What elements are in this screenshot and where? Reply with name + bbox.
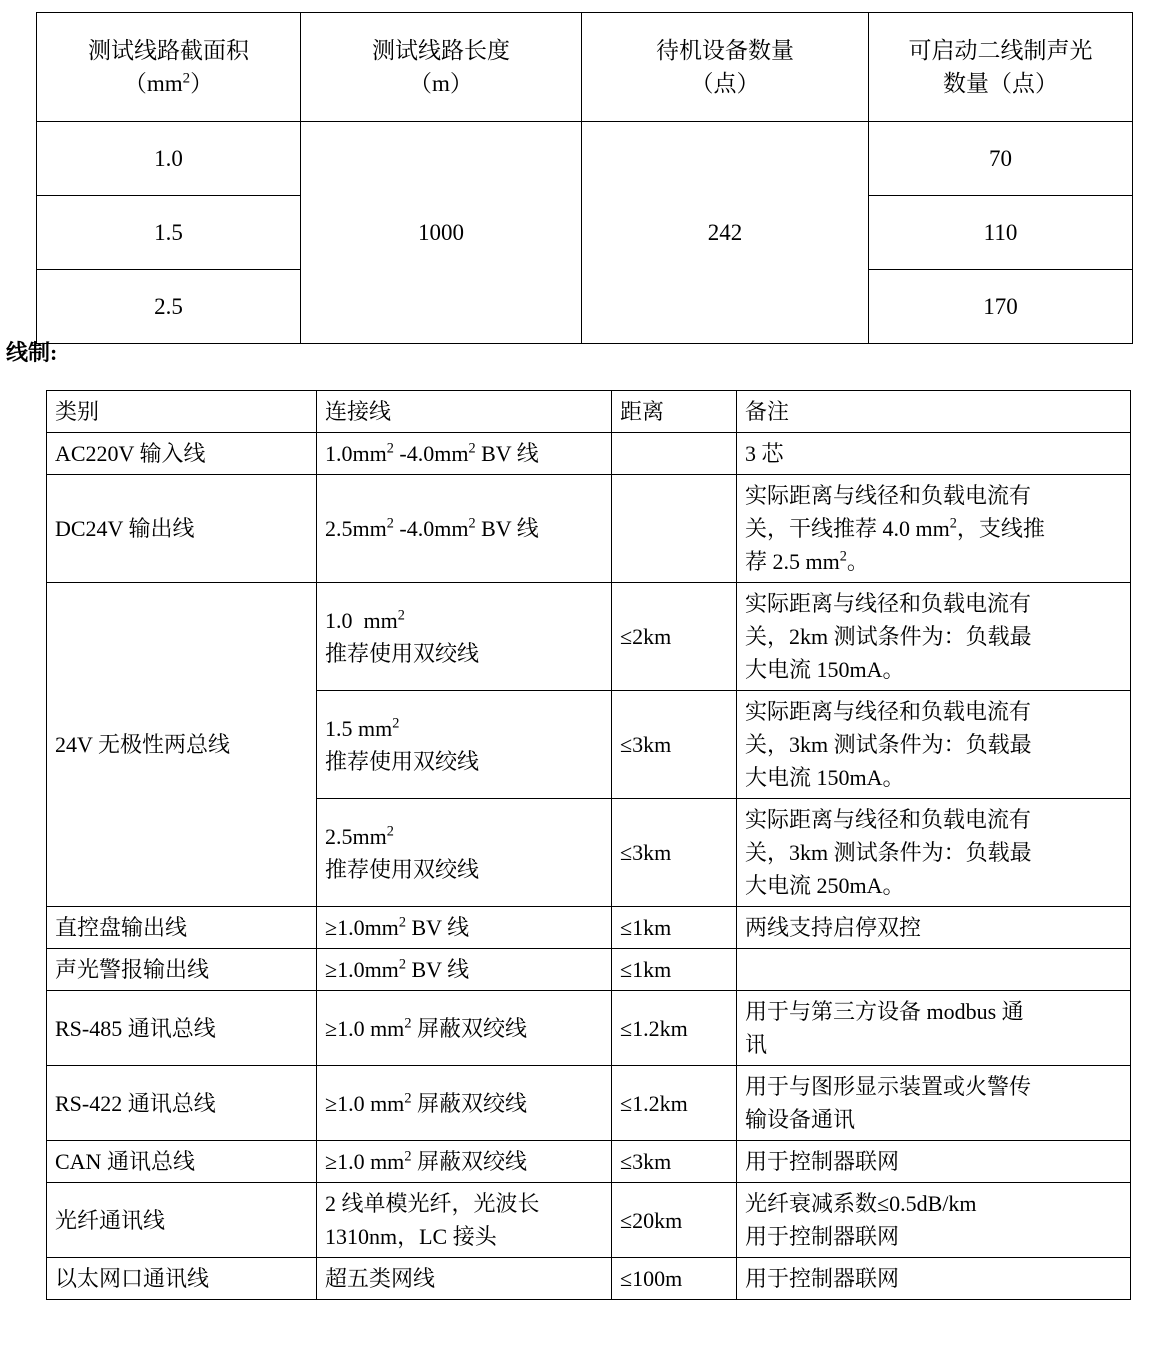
note-line: 用于与图形显示装置或火警传 <box>745 1074 1032 1099</box>
cell-category: DC24V 输出线 <box>47 475 317 583</box>
wire-line: 推荐使用双绞线 <box>325 856 480 882</box>
note-line: 大电流 150mA。 <box>745 657 905 682</box>
cell-note <box>737 1066 1131 1141</box>
cell-note: 3 芯 <box>737 433 1131 475</box>
note-line: 实际距离与线径和负载电流有 <box>745 591 1032 616</box>
column-header-length <box>301 13 582 122</box>
cell-length: 1000 <box>301 122 582 344</box>
table-row <box>47 1066 1131 1141</box>
column-header-note: 备注 <box>737 391 1131 433</box>
note-line: 荐 2.5 $mm^2$。 <box>745 548 869 574</box>
wire-line: 1.0 $mm^2$ <box>325 607 405 633</box>
note-line: 实际距离与线径和负载电流有 <box>745 699 1032 724</box>
cell-category: 24V 无极性两总线 <box>47 583 317 907</box>
note-line: 实际距离与线径和负载电流有 <box>745 483 1032 508</box>
wire-text: $\ge 1.0mm^2$ BV 线 <box>325 914 470 940</box>
header-line-2: $(mm^2)$ <box>123 70 214 96</box>
cell-category: 声光警报输出线 <box>47 949 317 991</box>
table-row <box>47 583 1131 691</box>
note-line: 光纤衰减系数≤0.5dB/km <box>745 1191 977 1216</box>
wire-text: ≥1.0 $mm^2$ 屏蔽双绞线 <box>325 1015 527 1041</box>
cell-wire <box>317 949 612 991</box>
cell-distance: ≤1.2km <box>612 991 737 1066</box>
header-line-2: （点） <box>690 71 760 96</box>
cell-wire: 超五类网线 <box>317 1258 612 1300</box>
wire-line: 推荐使用双绞线 <box>325 640 480 666</box>
cell-distance <box>612 433 737 475</box>
note-line: 关，2km 测试条件为：负载最 <box>745 624 1032 649</box>
wire-text: $1.0mm^2$ $-4.0mm^2$ BV 线 <box>325 440 539 466</box>
wire-line: 2 线单模光纤，光波长 <box>325 1191 540 1216</box>
wire-line: 推荐使用双绞线 <box>325 748 480 774</box>
cell-area: 1.0 <box>37 122 301 196</box>
cell-distance: ≤1km <box>612 907 737 949</box>
spec-table-wrapper <box>36 12 1132 344</box>
wire-line: 1.5 $mm^2$ <box>325 715 400 741</box>
wiring-table <box>46 390 1131 1300</box>
column-header-wire: 连接线 <box>317 391 612 433</box>
table-row <box>47 1258 1131 1300</box>
cell-category: 直控盘输出线 <box>47 907 317 949</box>
cell-wire <box>317 433 612 475</box>
wire-text: ≥1.0 $mm^2$ 屏蔽双绞线 <box>325 1090 527 1116</box>
wire-text: $2.5mm^2$ $-4.0mm^2$ BV 线 <box>325 515 539 541</box>
cell-note <box>737 1183 1131 1258</box>
table-row <box>47 1141 1131 1183</box>
note-line: 关，3km 测试条件为：负载最 <box>745 732 1032 757</box>
table-header-row <box>47 391 1131 433</box>
note-line: 用于与第三方设备 modbus 通 <box>745 999 1024 1024</box>
cell-wire <box>317 991 612 1066</box>
cell-note <box>737 991 1131 1066</box>
cell-note: 两线支持启停双控 <box>737 907 1131 949</box>
table-row <box>47 991 1131 1066</box>
header-line-2: （m） <box>409 71 473 96</box>
cell-wire <box>317 691 612 799</box>
cell-wire <box>317 1066 612 1141</box>
cell-standby: 242 <box>582 122 869 344</box>
column-header-category: 类别 <box>47 391 317 433</box>
table-row <box>47 907 1131 949</box>
cell-distance: ≤20km <box>612 1183 737 1258</box>
wire-text: $\ge 1.0mm^2$ BV 线 <box>325 956 470 982</box>
cell-distance: ≤2km <box>612 583 737 691</box>
note-line: 实际距离与线径和负载电流有 <box>745 807 1032 832</box>
column-header-sounder <box>869 13 1133 122</box>
wire-text: ≥1.0 $mm^2$ 屏蔽双绞线 <box>325 1148 527 1174</box>
table-row <box>37 122 1133 196</box>
cell-category: CAN 通讯总线 <box>47 1141 317 1183</box>
cell-wire <box>317 475 612 583</box>
cell-distance: ≤3km <box>612 1141 737 1183</box>
column-header-distance: 距离 <box>612 391 737 433</box>
cell-distance: ≤3km <box>612 691 737 799</box>
note-line: 关，干线推荐 4.0 $mm^2$，支线推 <box>745 515 1045 541</box>
cell-note: 用于控制器联网 <box>737 1258 1131 1300</box>
cell-wire <box>317 1141 612 1183</box>
wire-line: $2.5mm^2$ <box>325 823 394 849</box>
header-line-1: 测试线路截面积 <box>88 37 249 63</box>
header-line-1: 测试线路长度 <box>372 37 510 63</box>
cell-note: 用于控制器联网 <box>737 1141 1131 1183</box>
table-row <box>47 1183 1131 1258</box>
header-line-1: 可启动二线制声光 <box>908 37 1093 63</box>
spec-table <box>36 12 1133 344</box>
section-heading: 线制: <box>6 340 58 365</box>
note-line: 讯 <box>745 1032 768 1057</box>
cell-area: 2.5 <box>37 270 301 344</box>
wire-line: 1310nm，LC 接头 <box>325 1224 497 1249</box>
column-header-standby <box>582 13 869 122</box>
cell-wire <box>317 799 612 907</box>
cell-category: 以太网口通讯线 <box>47 1258 317 1300</box>
cell-wire <box>317 907 612 949</box>
note-line: 关，3km 测试条件为：负载最 <box>745 840 1032 865</box>
note-line: 输设备通讯 <box>745 1107 856 1132</box>
cell-distance: ≤3km <box>612 799 737 907</box>
note-line: 用于控制器联网 <box>745 1224 900 1249</box>
note-line: 大电流 250mA。 <box>745 873 905 898</box>
cell-sounder-count: 170 <box>869 270 1133 344</box>
cell-sounder-count: 110 <box>869 196 1133 270</box>
cell-sounder-count: 70 <box>869 122 1133 196</box>
cell-category: AC220V 输入线 <box>47 433 317 475</box>
cell-note <box>737 691 1131 799</box>
cell-distance <box>612 475 737 583</box>
cell-distance: ≤1.2km <box>612 1066 737 1141</box>
cell-category: RS-485 通讯总线 <box>47 991 317 1066</box>
column-header-area <box>37 13 301 122</box>
cell-wire <box>317 583 612 691</box>
note-line: 大电流 150mA。 <box>745 765 905 790</box>
cell-distance: ≤100m <box>612 1258 737 1300</box>
cell-area: 1.5 <box>37 196 301 270</box>
table-header-row <box>37 13 1133 122</box>
table-row <box>47 433 1131 475</box>
header-line-2: 数量（点） <box>943 71 1058 96</box>
cell-distance: ≤1km <box>612 949 737 991</box>
header-line-1: 待机设备数量 <box>656 37 794 63</box>
cell-category: RS-422 通讯总线 <box>47 1066 317 1141</box>
cell-note <box>737 583 1131 691</box>
table-row <box>47 949 1131 991</box>
cell-note <box>737 949 1131 991</box>
cell-category: 光纤通讯线 <box>47 1183 317 1258</box>
table-row <box>47 475 1131 583</box>
cell-note <box>737 475 1131 583</box>
cell-note <box>737 799 1131 907</box>
wiring-table-wrapper <box>46 390 1130 1300</box>
cell-wire <box>317 1183 612 1258</box>
